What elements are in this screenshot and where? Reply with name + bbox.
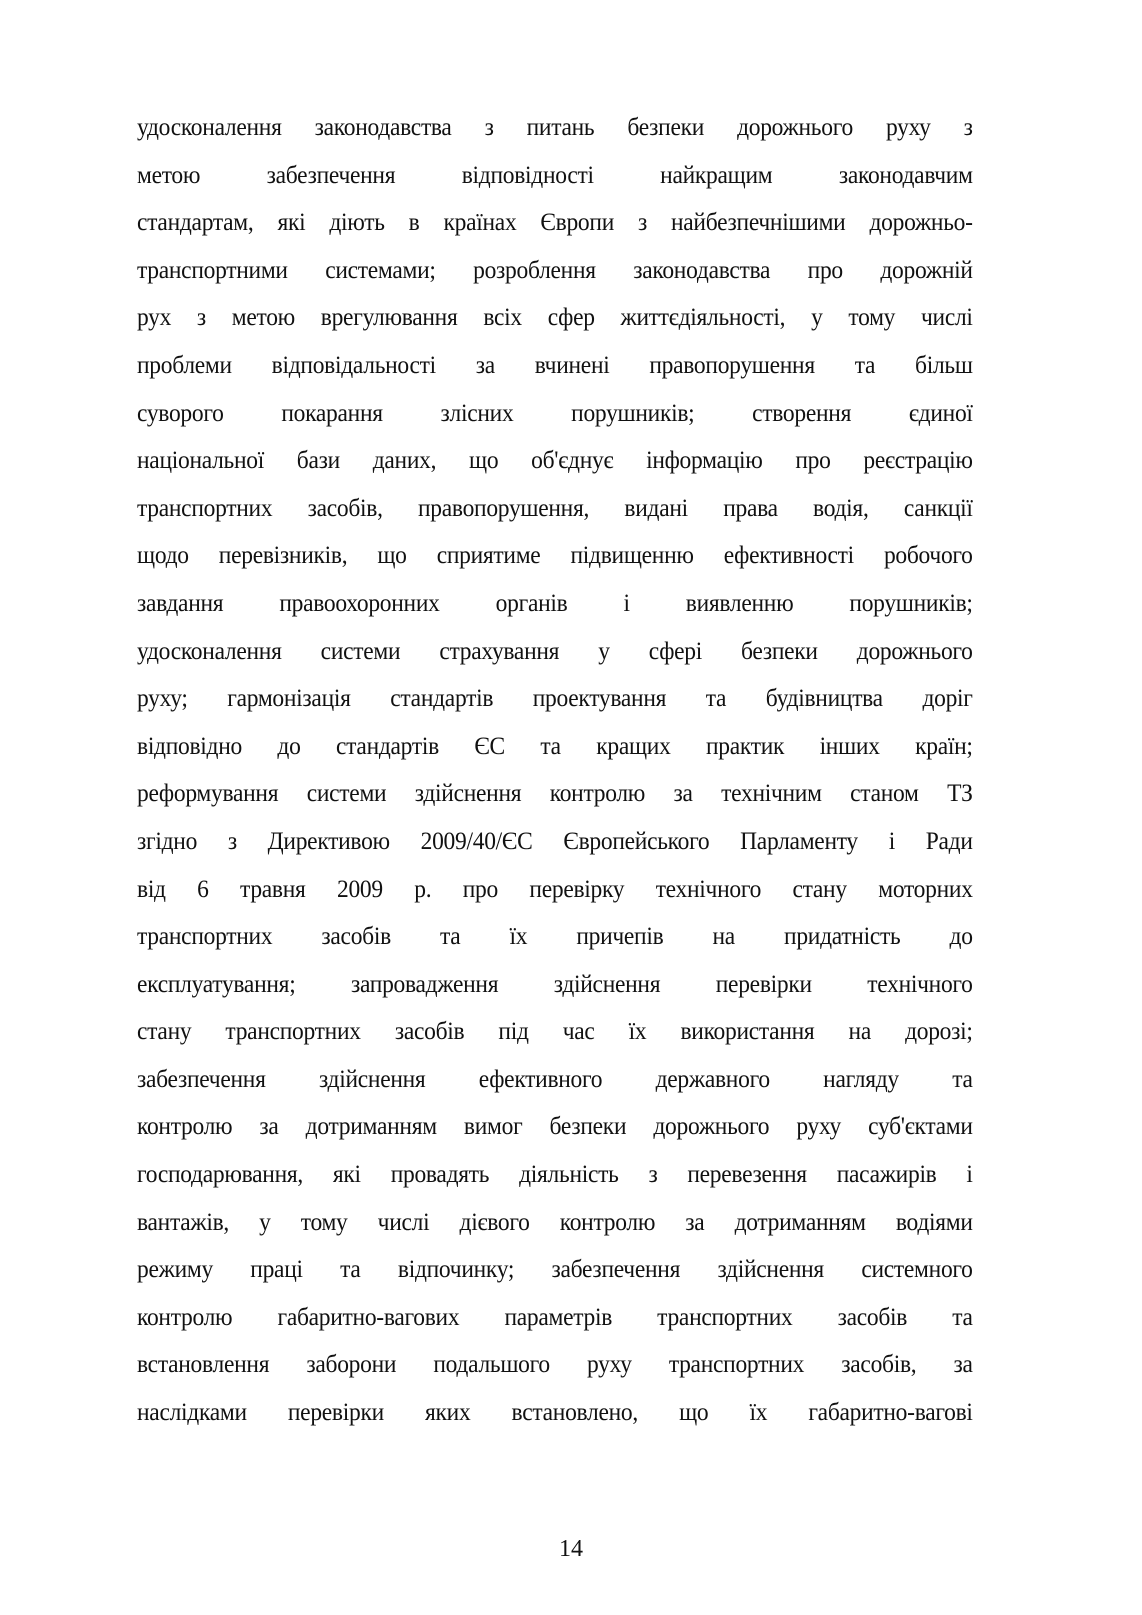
text-line: транспортних засобів, правопорушення, видані права водія, санкції — [137, 494, 973, 522]
text-line: удосконалення системи страхування у сфері безпеки дорожнього — [137, 637, 973, 665]
text-line: стандартам, які діють в країнах Європи з найбезпечнішими дорожньо- — [137, 209, 973, 237]
text-line: контролю габаритно-вагових параметрів транспортних засобів та — [137, 1303, 973, 1331]
text-line: метою забезпечення відповідності найкращим законодавчим — [137, 161, 973, 189]
text-line: рух з метою врегулювання всіх сфер життєдіяльності, у тому числі — [137, 304, 973, 332]
text-line: забезпечення здійснення ефективного державного нагляду та — [137, 1065, 973, 1093]
text-line: завдання правоохоронних органів і виявленню порушників; — [137, 589, 973, 617]
text-line: наслідками перевірки яких встановлено, що їх габаритно-вагові — [137, 1399, 973, 1427]
page-number: 14 — [559, 1536, 583, 1562]
text-line: встановлення заборони подальшого руху транспортних засобів, за — [137, 1351, 973, 1379]
text-line: господарювання, які провадять діяльність з перевезення пасажирів і — [137, 1161, 973, 1189]
text-line: руху; гармонізація стандартів проектування та будівництва доріг — [137, 685, 973, 713]
text-line: режиму праці та відпочинку; забезпечення здійснення системного — [137, 1256, 973, 1284]
text-line: згідно з Директивою 2009/40/ЄС Європейського Парламенту і Ради — [137, 827, 973, 855]
text-line: контролю за дотриманням вимог безпеки дорожнього руху суб'єктами — [137, 1113, 973, 1141]
text-line: відповідно до стандартів ЄС та кращих практик інших країн; — [137, 732, 973, 760]
text-line: реформування системи здійснення контролю за технічним станом ТЗ — [137, 780, 973, 808]
text-line: експлуатування; запровадження здійснення перевірки технічного — [137, 970, 973, 998]
text-line: вантажів, у тому числі дієвого контролю за дотриманням водіями — [137, 1208, 973, 1236]
text-line: транспортними системами; розроблення законодавства про дорожній — [137, 256, 973, 284]
text-line: транспортних засобів та їх причепів на придатність до — [137, 923, 973, 951]
text-line: стану транспортних засобів під час їх використання на дорозі; — [137, 1018, 973, 1046]
body-paragraph — [137, 104, 973, 1437]
text-line: суворого покарання злісних порушників; створення єдиної — [137, 399, 973, 427]
text-line: удосконалення законодавства з питань безпеки дорожнього руху з — [137, 114, 973, 141]
text-line: щодо перевізників, що сприятиме підвищенню ефективності робочого — [137, 542, 973, 570]
text-line: від 6 травня 2009 р. про перевірку технічного стану моторних — [137, 875, 973, 903]
text-line: проблеми відповідальності за вчинені правопорушення та більш — [137, 351, 973, 379]
text-line: національної бази даних, що об'єднує інформацію про реєстрацію — [137, 447, 973, 475]
